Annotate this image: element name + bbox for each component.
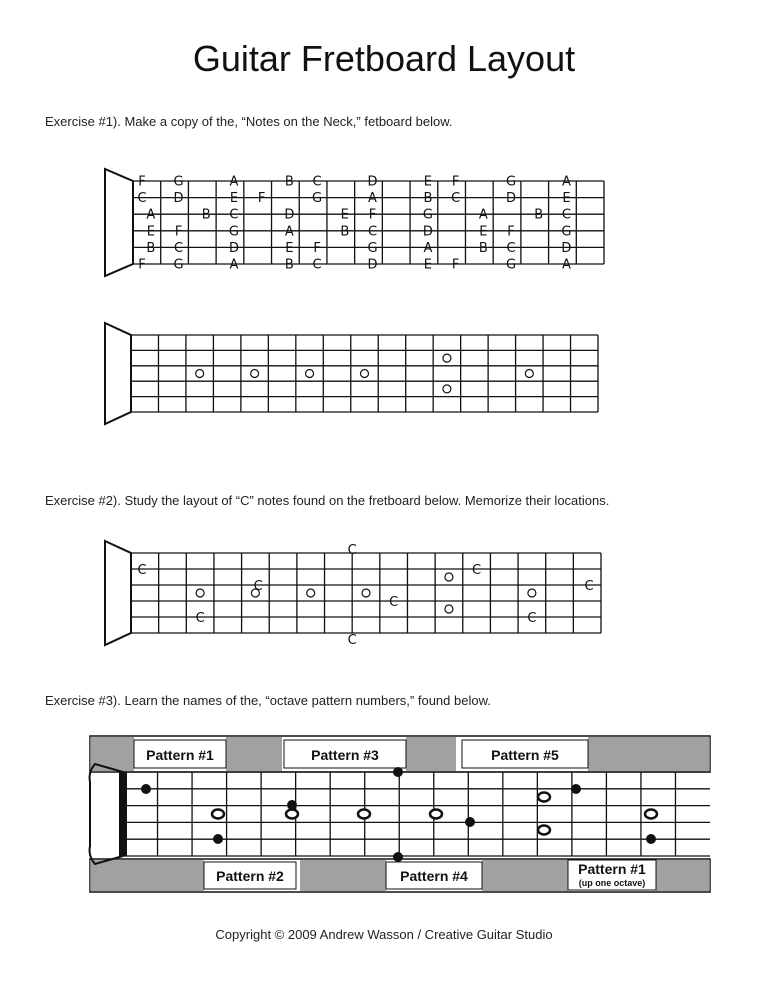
- shade-block: [90, 737, 134, 771]
- headstock: [90, 764, 123, 864]
- note-label: G: [228, 224, 240, 240]
- pattern-label-bottom: Pattern #4: [400, 868, 468, 884]
- note-label: F: [138, 257, 146, 273]
- note-label: F: [451, 257, 460, 273]
- note-label: D: [173, 191, 184, 207]
- c-note-label: C: [389, 595, 399, 610]
- page-title: Guitar Fretboard Layout: [192, 38, 576, 79]
- note-label: F: [507, 224, 515, 240]
- shade-block: [90, 860, 204, 891]
- shade-block: [588, 737, 710, 771]
- inlay-marker: [538, 793, 550, 802]
- note-label: C: [506, 240, 516, 256]
- note-label: F: [368, 207, 377, 223]
- note-label: E: [285, 240, 294, 256]
- c-note-label: C: [137, 563, 147, 578]
- note-label: F: [174, 224, 183, 240]
- c-note-label: C: [195, 611, 205, 626]
- note-label: G: [173, 257, 184, 273]
- note-label: D: [422, 224, 433, 240]
- note-label: A: [478, 207, 488, 223]
- note-label: B: [534, 207, 544, 223]
- c-note-label: C: [472, 563, 482, 578]
- note-label: C: [137, 191, 147, 207]
- note-label: B: [284, 174, 294, 190]
- note-label: D: [284, 207, 295, 223]
- pattern-dot: [646, 834, 656, 844]
- shade-block: [406, 737, 456, 771]
- nut: [119, 772, 127, 856]
- inlay-marker: [212, 810, 224, 819]
- c-note-label: C: [347, 633, 357, 648]
- note-label: D: [561, 240, 572, 256]
- shade-block: [300, 860, 386, 891]
- note-label: A: [229, 174, 239, 190]
- note-label: F: [257, 191, 266, 207]
- note-label: C: [312, 257, 322, 273]
- pattern-dot: [571, 784, 581, 794]
- note-label: A: [284, 224, 294, 240]
- pattern-dot: [393, 852, 403, 862]
- pattern-dot: [141, 784, 151, 794]
- c-note-label: C: [584, 579, 594, 594]
- note-label: F: [138, 174, 146, 190]
- note-label: A: [368, 191, 377, 207]
- exercise-3-text: Exercise #3). Learn the names of the, “octave pattern numbers,” found below.: [45, 693, 491, 708]
- note-label: G: [367, 240, 378, 256]
- pattern-sub-label: (up one octave): [578, 878, 646, 888]
- c-note-label: C: [253, 579, 263, 594]
- pattern-dot: [393, 767, 403, 777]
- pattern-dot: [465, 817, 475, 827]
- note-label: B: [423, 191, 433, 207]
- pattern-label-bottom: Pattern #1: [578, 861, 646, 877]
- note-label: B: [201, 207, 211, 223]
- note-label: A: [146, 207, 156, 223]
- note-label: C: [312, 174, 322, 190]
- note-label: B: [478, 240, 488, 256]
- pattern-label-top: Pattern #3: [311, 747, 379, 763]
- inlay-marker: [286, 810, 298, 819]
- inlay-marker: [358, 810, 370, 819]
- note-label: A: [229, 257, 239, 273]
- note-label: D: [367, 174, 378, 190]
- shade-block: [226, 737, 282, 771]
- note-label: B: [340, 224, 350, 240]
- note-label: E: [146, 224, 155, 240]
- note-label: G: [505, 174, 517, 190]
- note-label: F: [451, 174, 460, 190]
- note-label: D: [506, 191, 517, 207]
- note-label: C: [367, 224, 378, 240]
- note-label: E: [340, 207, 349, 223]
- copyright-notice: Copyright © 2009 Andrew Wasson / Creative Guitar Studio: [215, 927, 553, 942]
- note-label: B: [284, 257, 294, 273]
- pattern-dot: [213, 834, 223, 844]
- shade-block: [482, 860, 568, 891]
- shade-block: [656, 860, 710, 891]
- note-label: F: [313, 240, 321, 256]
- note-label: E: [562, 191, 571, 207]
- note-label: A: [561, 174, 571, 190]
- note-label: C: [174, 240, 184, 256]
- inlay-marker: [430, 810, 442, 819]
- note-label: G: [312, 191, 323, 207]
- note-label: D: [367, 257, 378, 273]
- pattern-label-bottom: Pattern #2: [216, 868, 284, 884]
- note-label: G: [561, 224, 572, 240]
- note-label: G: [173, 174, 184, 190]
- note-label: C: [561, 207, 571, 223]
- note-label: G: [505, 257, 517, 273]
- note-label: G: [422, 207, 433, 223]
- note-label: E: [423, 174, 433, 190]
- c-note-label: C: [347, 543, 357, 558]
- note-label: A: [423, 240, 433, 256]
- inlay-marker: [538, 826, 550, 835]
- note-label: C: [229, 207, 239, 223]
- note-label: B: [146, 240, 156, 256]
- exercise-1-text: Exercise #1). Make a copy of the, “Notes on the Neck,” fetboard below.: [45, 114, 453, 129]
- pattern-label-top: Pattern #5: [491, 747, 559, 763]
- exercise-2-text: Exercise #2). Study the layout of “C” notes found on the fretboard below. Memorize their locations.: [45, 493, 610, 508]
- note-label: E: [229, 191, 239, 207]
- inlay-marker: [645, 810, 657, 819]
- pattern-label-top: Pattern #1: [146, 747, 214, 763]
- note-label: E: [479, 224, 488, 240]
- note-label: A: [561, 257, 571, 273]
- note-label: E: [423, 257, 433, 273]
- note-label: D: [228, 240, 239, 256]
- c-note-label: C: [527, 611, 537, 626]
- note-label: C: [451, 191, 461, 207]
